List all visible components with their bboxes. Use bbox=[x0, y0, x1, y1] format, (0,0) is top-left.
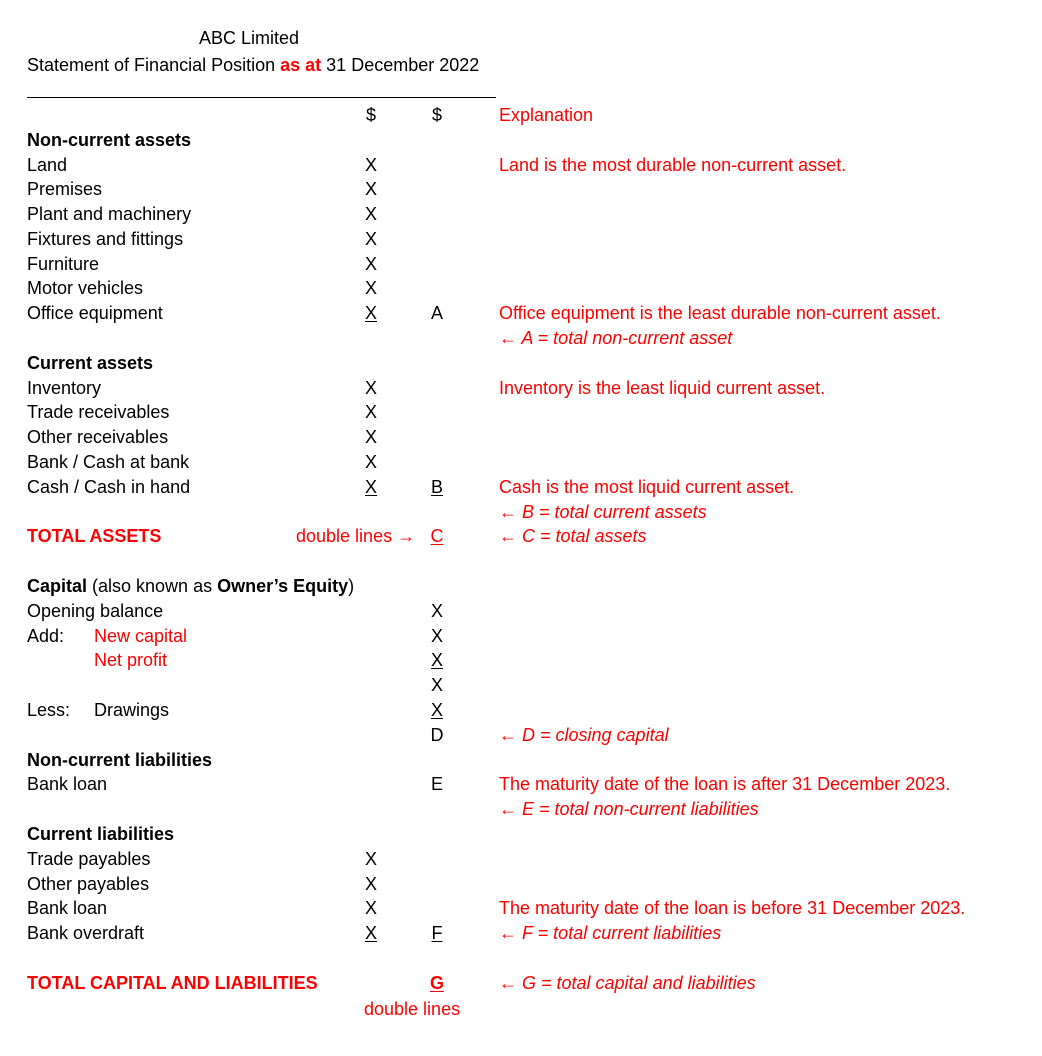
explanation-note: Inventory is the least liquid current asset. bbox=[499, 378, 826, 398]
drawings-label: Drawings bbox=[94, 700, 170, 720]
line-item-label: Premises bbox=[27, 179, 103, 199]
line-item-value: X bbox=[364, 378, 377, 398]
line-item-label: Land bbox=[27, 155, 68, 175]
opening-balance-label: Opening balance bbox=[27, 601, 164, 621]
capital-value: X bbox=[430, 601, 443, 621]
line-item-value: X bbox=[364, 303, 377, 323]
explanation-note: Office equipment is the least durable non-current asset. bbox=[499, 303, 941, 323]
total-capital-liabilities-value: G bbox=[429, 973, 444, 993]
line-item-label: Bank loan bbox=[27, 774, 108, 794]
line-item-label: Furniture bbox=[27, 254, 100, 274]
line-item-label: Fixtures and fittings bbox=[27, 229, 184, 249]
non-current-assets-heading: Non-current assets bbox=[27, 130, 192, 150]
header-rule bbox=[27, 97, 496, 98]
line-item-label: Motor vehicles bbox=[27, 278, 144, 298]
explanation-note: ← A = total non-current asset bbox=[499, 328, 733, 348]
company-name: ABC Limited bbox=[199, 28, 300, 48]
capital-heading-end: ) bbox=[348, 576, 355, 596]
less-label: Less: bbox=[27, 700, 71, 720]
line-item-label: Plant and machinery bbox=[27, 204, 192, 224]
total-assets-value: C bbox=[430, 526, 444, 546]
column-2-heading: $ bbox=[431, 105, 442, 125]
double-lines-annotation: double lines → bbox=[296, 526, 416, 546]
line-item-value: X bbox=[364, 898, 377, 918]
line-item-value: X bbox=[364, 427, 377, 447]
closing-capital-value: D bbox=[430, 725, 444, 745]
current-assets-heading: Current assets bbox=[27, 353, 154, 373]
explanation-note: The maturity date of the loan is after 31 December 2023. bbox=[499, 774, 951, 794]
total-assets-label: TOTAL ASSETS bbox=[27, 526, 162, 546]
capital-value: X bbox=[430, 700, 443, 720]
non-current-liabilities-heading: Non-current liabilities bbox=[27, 750, 213, 770]
current-liabilities-heading: Current liabilities bbox=[27, 824, 175, 844]
capital-heading bbox=[27, 575, 354, 597]
line-item-value: X bbox=[364, 179, 377, 199]
line-item-value: X bbox=[364, 874, 377, 894]
statement-as-at: as at bbox=[280, 55, 322, 75]
line-item-label: Bank loan bbox=[27, 898, 108, 918]
statement-prefix: Statement of Financial Position bbox=[27, 55, 281, 75]
net-profit-label: Net profit bbox=[94, 650, 168, 670]
line-item-value: X bbox=[364, 155, 377, 175]
total-capital-liabilities-label: TOTAL CAPITAL AND LIABILITIES bbox=[27, 973, 318, 993]
subtotal-value: A bbox=[430, 303, 443, 323]
new-capital-label: New capital bbox=[94, 626, 188, 646]
explanation-note: ← G = total capital and liabilities bbox=[499, 973, 756, 993]
explanation-note: ← D = closing capital bbox=[499, 725, 669, 745]
subtotal-value: E bbox=[430, 774, 443, 794]
line-item-label: Other receivables bbox=[27, 427, 169, 447]
explanation-note: ← E = total non-current liabilities bbox=[499, 799, 759, 819]
line-item-label: Other payables bbox=[27, 874, 150, 894]
line-item-label: Bank overdraft bbox=[27, 923, 145, 943]
explanation-note: ← B = total current assets bbox=[499, 502, 707, 522]
line-item-value: X bbox=[364, 923, 377, 943]
explanation-note: Land is the most durable non-current asset. bbox=[499, 155, 847, 175]
capital-heading-mid: (also known as bbox=[87, 576, 218, 596]
line-item-value: X bbox=[364, 229, 377, 249]
explanation-heading: Explanation bbox=[499, 105, 594, 125]
line-item-value: X bbox=[364, 402, 377, 422]
line-item-value: X bbox=[364, 477, 377, 497]
column-1-heading: $ bbox=[365, 105, 376, 125]
explanation-note: ← C = total assets bbox=[499, 526, 647, 546]
line-item-label: Inventory bbox=[27, 378, 102, 398]
capital-heading-bold: Capital bbox=[27, 576, 88, 596]
explanation-note: Cash is the most liquid current asset. bbox=[499, 477, 795, 497]
line-item-value: X bbox=[364, 849, 377, 869]
line-item-label: Cash / Cash in hand bbox=[27, 477, 191, 497]
line-item-value: X bbox=[364, 204, 377, 224]
line-item-label: Office equipment bbox=[27, 303, 163, 323]
line-item-value: X bbox=[364, 452, 377, 472]
capital-value: X bbox=[430, 675, 443, 695]
line-item-value: X bbox=[364, 278, 377, 298]
line-item-label: Bank / Cash at bank bbox=[27, 452, 190, 472]
statement-title bbox=[27, 54, 479, 76]
double-lines-annotation: double lines bbox=[364, 999, 461, 1019]
capital-value: X bbox=[430, 650, 443, 670]
line-item-value: X bbox=[364, 254, 377, 274]
statement-date: 31 December 2022 bbox=[321, 55, 480, 75]
capital-heading-equity: Owner’s Equity bbox=[217, 576, 349, 596]
line-item-label: Trade receivables bbox=[27, 402, 170, 422]
capital-value: X bbox=[430, 626, 443, 646]
explanation-note: ← F = total current liabilities bbox=[499, 923, 722, 943]
subtotal-value: F bbox=[431, 923, 443, 943]
add-label: Add: bbox=[27, 626, 65, 646]
explanation-note: The maturity date of the loan is before 31 December 2023. bbox=[499, 898, 966, 918]
subtotal-value: B bbox=[430, 477, 443, 497]
line-item-label: Trade payables bbox=[27, 849, 151, 869]
